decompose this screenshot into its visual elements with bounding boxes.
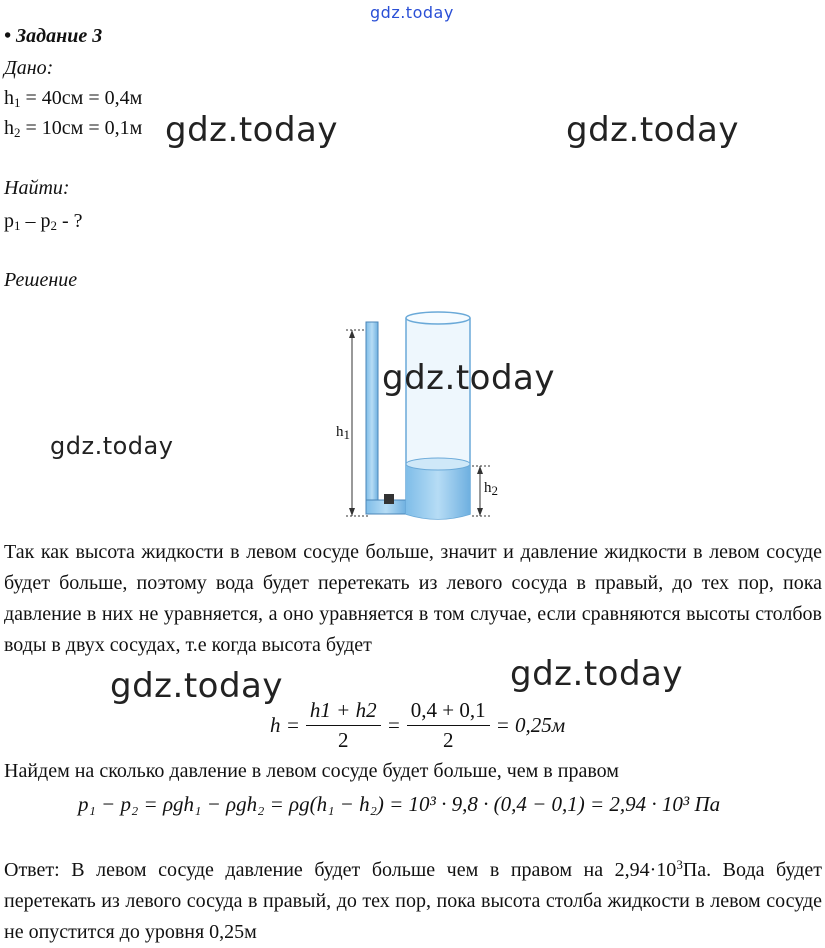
given-h2 — [4, 116, 142, 140]
given-label: Дано: — [4, 57, 54, 79]
p2-subscript: 2 — [50, 218, 57, 233]
minus-sign: – — [20, 210, 41, 232]
given-h1 — [4, 86, 142, 110]
p1-subscript: 1 — [14, 218, 21, 233]
h2-symbol: h — [4, 117, 14, 139]
h2-value: = 10см = 0,1м — [20, 117, 143, 139]
solution-label: Решение — [4, 269, 78, 291]
find-expression — [4, 209, 83, 233]
find-tail: - ? — [57, 210, 83, 232]
h1-subscript: 1 — [14, 95, 21, 110]
p2-symbol: p — [40, 210, 51, 232]
watermark-top: gdz.today — [370, 3, 454, 22]
figure-label-h2: $h_2$ — [484, 480, 498, 498]
answer-paragraph: Ответ: В левом сосуде давление будет больше чем в правом на $2,94\cdot 10^3Па$. Вода будет перетекать из левого сосуда в правый, до тех пор, пока высота столба жидкости в левом сосуде не опустится до уровня 0,25м — [4, 857, 822, 943]
fraction-values: $\frac{0,4 + 0,1}{2}$ — [407, 698, 490, 753]
h1-symbol: h — [4, 87, 14, 109]
paragraph-explanation: Так как высота жидкости в левом сосуде больше, значит и давление жидкости в левом сосуде будет больше, поэтому вода будет перетекать из левого сосуда в правый, до тех пор, пока давление в них не уравняется, а оно уравняется в том случае, если сравняются высоты столбов воды в двух сосудах, т.е когда высота будет — [4, 541, 822, 656]
watermark-2: gdz.today — [566, 110, 739, 150]
h2-subscript: 2 — [14, 125, 21, 140]
formula-height: h = $\frac{h1 + h2}{2}$ = $\frac{0,4 + 0,1}{2}$ = 0,25м — [270, 698, 566, 752]
watermark-4: gdz.today — [50, 432, 174, 460]
fraction-heights: $\frac{h1 + h2}{2}$ — [306, 698, 381, 753]
vessels-figure — [330, 300, 500, 535]
watermark-5: gdz.today — [110, 666, 283, 706]
watermark-6: gdz.today — [510, 654, 683, 694]
p1-symbol: p — [4, 210, 14, 232]
formula-pressure: p₁ − p₂ = ρgh₁ − ρgh₂ = ρg(h₁ − h₂) = 10³ · 9,8 · (0,4 − 0,1) = 2,94 · 10³ Па — [78, 792, 721, 816]
figure-label-h1: $h_1$ — [336, 424, 350, 442]
watermark-1: gdz.today — [165, 110, 338, 150]
formula-height-result: = 0,25м — [495, 713, 566, 737]
watermark-3: gdz.today — [382, 358, 555, 398]
paragraph-pressure-intro: Найдем на сколько давление в левом сосуде будет больше, чем в правом — [4, 760, 619, 782]
find-label: Найти: — [4, 177, 70, 199]
formula-height-lhs: h = — [270, 713, 300, 737]
task-title: • Задание 3 — [4, 25, 103, 47]
h1-value: = 40см = 0,4м — [20, 87, 143, 109]
